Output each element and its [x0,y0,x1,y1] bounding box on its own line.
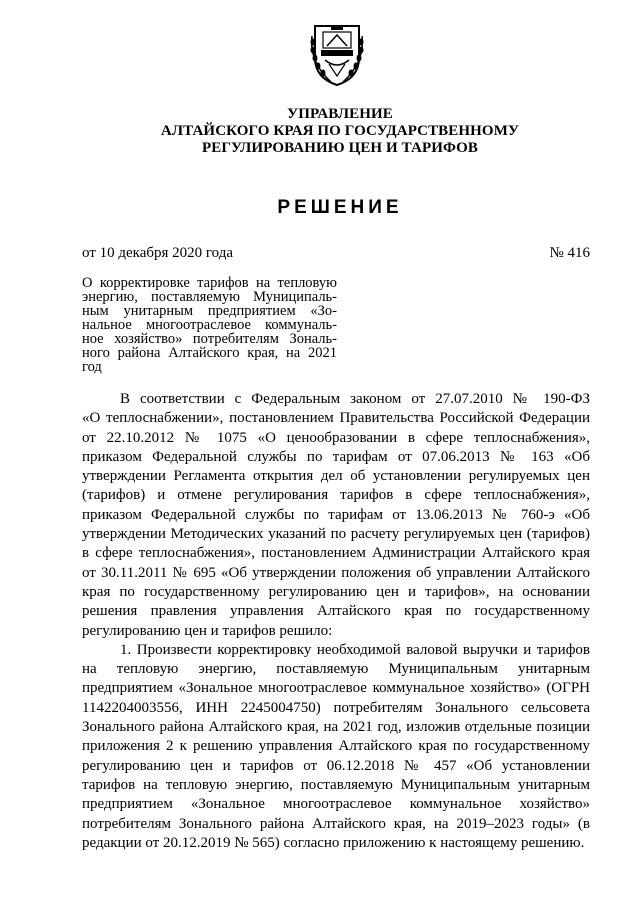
body-line: приказом Федеральной службы по тарифам от 13.06.2013 № 760-э «Об [82,506,590,523]
organization-line-1: УПРАВЛЕНИЕ [287,106,393,122]
subject-line: О корректировке тарифов на тепловую [82,275,337,291]
body-line: в сфере теплоснабжения», постановлением Администрации Алтайского края [82,545,590,562]
organization-name [0,106,640,157]
body-line: тарифов на тепловую энергию, поставляемую Муниципальным унитарным [82,776,590,793]
body-line: регулированию цен и тарифов от 06.12.2018 № 457 «Об установлении [82,757,590,774]
subject-line: год [82,359,102,375]
document-subject [82,276,337,374]
subject-line: ным унитарным предприятием «Зо- [82,303,337,319]
body-line: приказом Федеральной службы по тарифам от 07.06.2013 № 163 «Об [82,448,590,465]
body-line: предприятием «Зональное многоотраслевое коммунальное хозяйство» (ОГРН [82,680,590,697]
body-line: 1. Произвести корректировку необходимой валовой выручки и тарифов [120,641,590,658]
document-type-title: РЕШЕНИЕ [277,197,403,218]
organization-line-3: РЕГУЛИРОВАНИЮ ЦЕН И ТАРИФОВ [201,140,479,156]
body-line: потребителям Зонального района Алтайского края, на 2019–2023 годы» (в [82,815,590,832]
subject-line: энергию, поставляемую Муниципаль- [82,289,337,305]
body-line: утверждении Регламента открытия дел об установлении регулируемых цен [82,468,590,485]
body-line: на тепловую энергию, поставляемую Муниципальным унитарным [82,661,590,678]
subject-line: ного района Алтайского края, на 2021 [82,345,337,361]
subject-line: нальное многоотраслевое коммуналь- [82,317,337,333]
body-line: приложения 2 к решению управления Алтайского края по государственному [82,738,590,755]
document-body [82,390,590,853]
organization-line-2: АЛТАЙСКОГО КРАЯ ПО ГОСУДАРСТВЕННОМУ [160,123,520,139]
body-line: края по государственному регулированию цен и тарифов», на основании [82,583,590,600]
subject-line: ное хозяйство» потребителям Зональ- [82,331,337,347]
body-line: решения правления управления Алтайского края по государственному [82,603,590,620]
body-line: от 22.10.2012 № 1075 «О ценообразовании в сфере теплоснабжения», [82,429,590,446]
body-line: предприятием «Зональное многоотраслевое коммунальное хозяйство» [82,796,590,813]
body-line: от 30.11.2011 № 695 «Об утверждении положения об управлении Алтайского [82,564,590,581]
body-line: Зонального района Алтайского края, на 2021 год, изложив отдельные позиции [82,719,590,736]
body-line: «О теплоснабжении», постановлением Правительства Российской Федерации [82,410,590,427]
body-line: 1142204003556, ИНН 2245004750) потребителям Зонального сельсовета [82,699,590,716]
body-line: (тарифов) и отмене регулирования тарифов в сфере теплоснабжения», [82,487,590,504]
body-line: регулированию цен и тарифов решило: [82,622,333,639]
body-line: утверждении Методических указаний по расчету регулируемых цен (тарифов) [82,526,590,543]
body-line: В соответствии с Федеральным законом от 27.07.2010 № 190-ФЗ [120,391,590,407]
document-number: № 416 [549,245,590,261]
body-line: редакции от 20.12.2019 № 565) согласно приложению к настоящему решению. [82,834,585,851]
document-date: от 10 декабря 2020 года [82,245,234,261]
coat-of-arms-emblem [309,22,365,88]
